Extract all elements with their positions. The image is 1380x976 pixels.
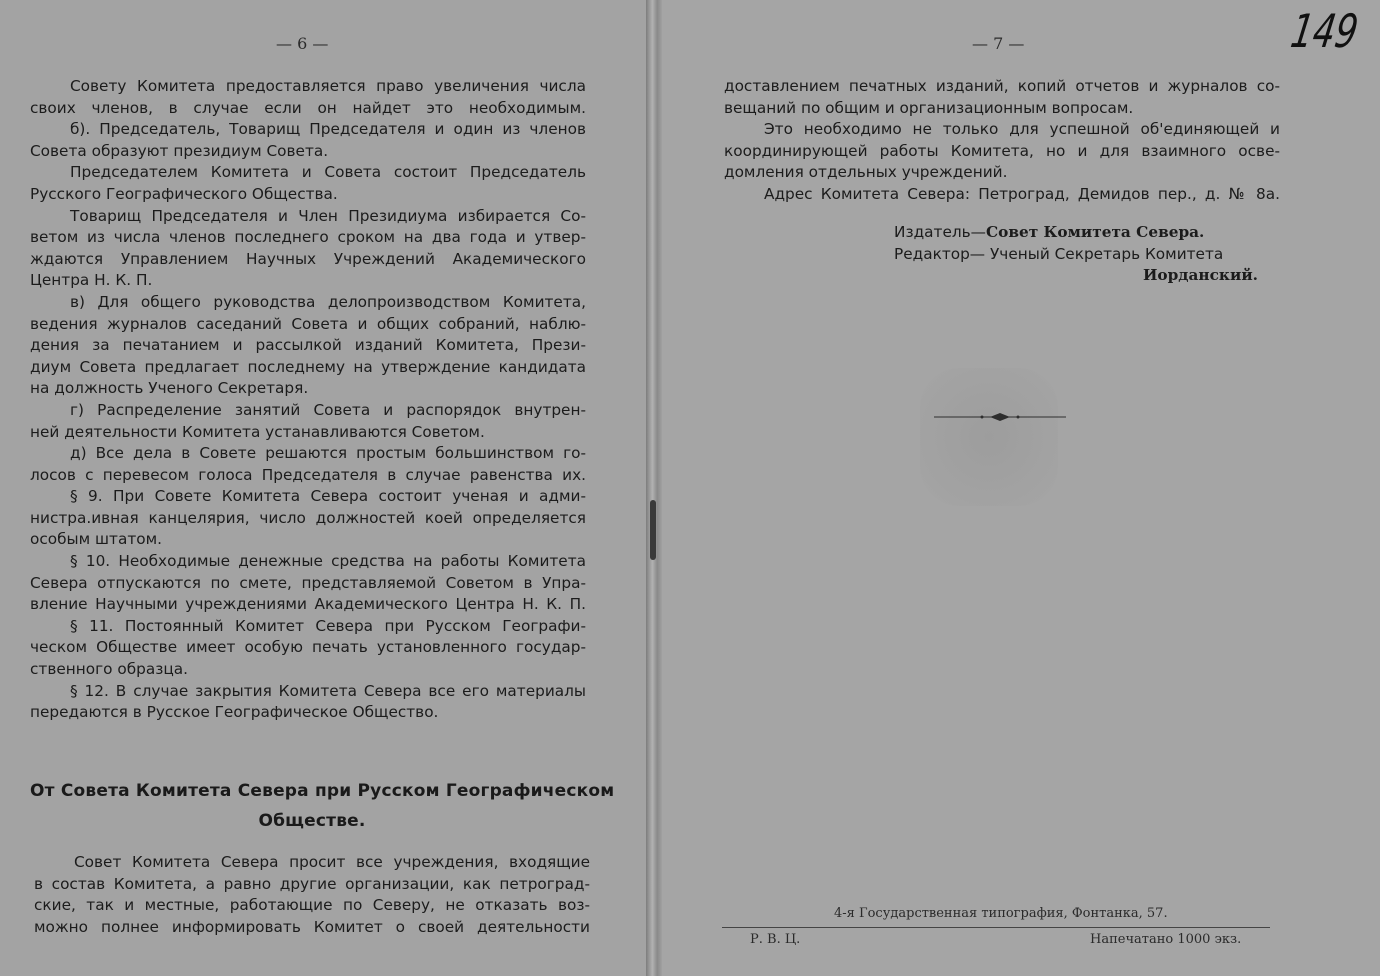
editor-name: Иорданский.: [1142, 266, 1258, 285]
print-run: Напечатано 1000 экз.: [1090, 932, 1242, 947]
text-line: ждаются Управлением Научных Учреждений Академического: [30, 249, 586, 268]
book-gutter: [646, 0, 662, 976]
text-line: Совета образуют президиум Совета.: [30, 141, 329, 160]
page-number: — 6 —: [276, 34, 329, 53]
text-line: своих членов, в случае если он найдет это необходимым.: [30, 98, 586, 117]
imprint: [894, 222, 1274, 287]
text-line: ческом Обществе имеет особую печать установленного государ-: [30, 638, 586, 657]
text-line: Совету Комитета предоставляется право увеличения числа: [70, 77, 586, 95]
page-7: [658, 0, 1380, 976]
text-line: вление Научными учреждениями Академического Центра Н. К. П.: [30, 595, 586, 614]
text-line: ней деятельности Комитета устанавливаются Советом.: [30, 422, 485, 441]
editor-line: Редактор— Ученый Секретарь Комитета: [894, 244, 1224, 263]
text-line: Совет Комитета Севера просит все учреждения, входящие: [74, 853, 590, 871]
text-line: на должность Ученого Секретаря.: [30, 379, 309, 398]
publisher-label: Издатель—: [894, 223, 986, 241]
handwritten-archive-number: 149: [1287, 4, 1362, 58]
text-line: Адрес Комитета Севера: Петроград, Демидов пер., д. № 8а.: [764, 184, 1280, 203]
text-line: § 11. Постоянный Комитет Севера при Русском Географи-: [70, 616, 586, 635]
page-6: [0, 0, 652, 976]
text-line: нистра.ивная канцелярия, число должностей коей определяется: [30, 508, 586, 527]
text-line: Центра Н. К. П.: [30, 271, 153, 290]
text-line: Товарищ Председателя и Член Президиума избирается Со-: [70, 206, 586, 225]
text-line: особым штатом.: [30, 530, 162, 549]
text-line: доставлением печатных изданий, копий отчетов и журналов со-: [724, 77, 1280, 95]
text-line: б). Председатель, Товарищ Председателя и один из членов: [70, 120, 586, 139]
text-line: передаются в Русское Географическое Общество.: [30, 703, 439, 722]
text-line: лосов с перевесом голоса Председателя в случае равенства их.: [30, 465, 586, 484]
text-line: Русского Географического Общества.: [30, 184, 338, 203]
staple: [650, 500, 656, 560]
text-line: г) Распределение занятий Совета и распорядок внутрен-: [70, 400, 586, 419]
text-line: в) Для общего руководства делопроизводством Комитета,: [70, 292, 586, 311]
footer-rule: [722, 927, 1270, 928]
text-line: в состав Комитета, а равно другие организации, как петроград-: [34, 874, 590, 893]
text-line: домления отдельных учреждений.: [724, 163, 1008, 182]
section-heading: [30, 776, 615, 836]
page-number: — 7 —: [972, 34, 1025, 53]
heading-line: От Совета Комитета Севера при Русском Географическом: [30, 781, 615, 801]
ornament-rule-icon: [934, 412, 1066, 422]
text-line: ские, так и местные, работающие по Северу, не отказать воз-: [34, 896, 590, 915]
text-line: можно полнее информировать Комитет о своей деятельности: [34, 917, 590, 936]
printer-line: 4-я Государственная типография, Фонтанка, 57.: [834, 906, 1168, 921]
text-line: координирующей работы Комитета, но и для взаимного осве-: [724, 141, 1280, 160]
article-body: [724, 76, 1280, 206]
appeal-text: [34, 852, 590, 938]
footer-code: Р. В. Ц.: [750, 932, 801, 947]
text-line: ветом из числа членов последнего сроком на два года и утвер-: [30, 228, 586, 247]
publisher-name: Совет Комитета Севера.: [985, 223, 1205, 241]
text-line: дения за печатанием и рассылкой изданий Комитета, Прези-: [30, 336, 586, 355]
text-line: д) Все дела в Совете решаются простым большинством го-: [70, 444, 586, 463]
heading-line: Обществе.: [258, 811, 366, 831]
text-line: ведения журналов саседаний Совета и общих собраний, наблю-: [30, 314, 586, 333]
text-line: Севера отпускаются по смете, представляемой Советом в Упра-: [30, 573, 586, 592]
text-line: Это необходимо не только для успешной об'единяющей и: [764, 120, 1280, 139]
article-body: [30, 76, 586, 724]
text-line: вещаний по общим и организационным вопросам.: [724, 98, 1134, 117]
text-line: Председателем Комитета и Совета состоит Председатель: [70, 163, 586, 182]
text-line: § 12. В случае закрытия Комитета Севера все его материалы: [70, 681, 586, 700]
text-line: § 9. При Совете Комитета Севера состоит ученая и адми-: [70, 487, 586, 506]
text-line: § 10. Необходимые денежные средства на работы Комитета: [70, 552, 586, 571]
text-line: диум Совета предлагает последнему на утверждение кандидата: [30, 357, 586, 376]
text-line: ственного образца.: [30, 660, 189, 679]
faded-seal: [920, 368, 1058, 506]
